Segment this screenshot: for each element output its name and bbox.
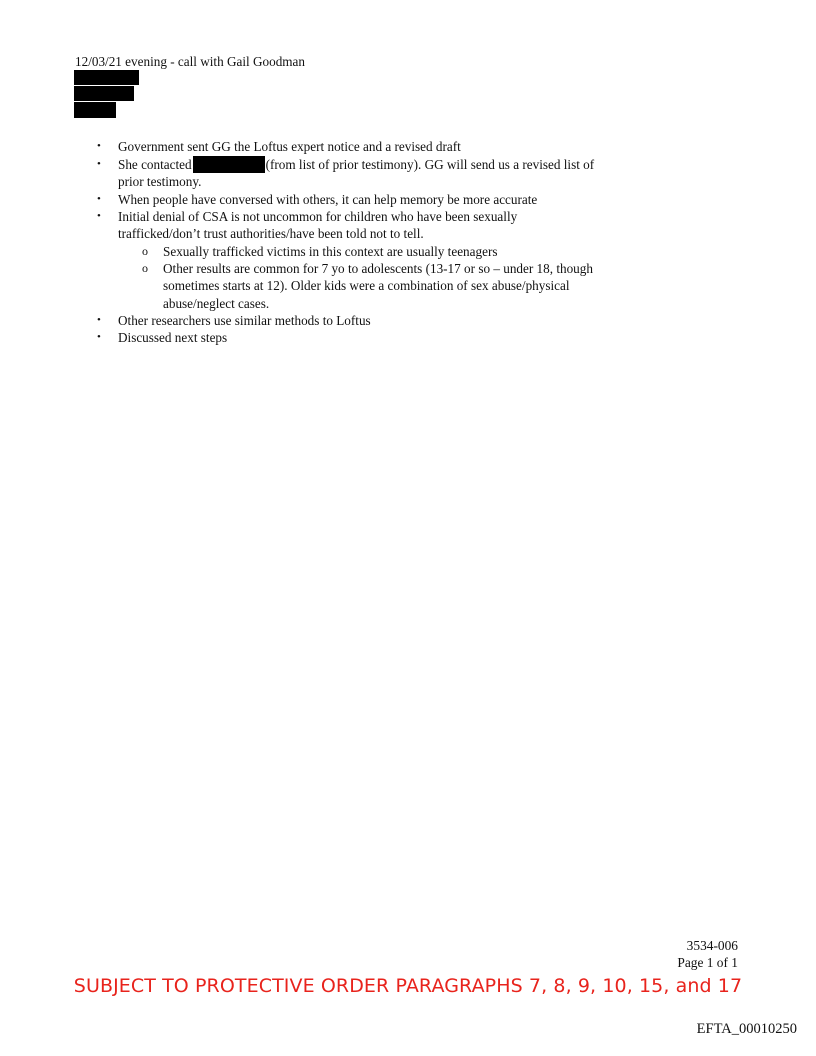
list-item-text: Discussed next steps (118, 330, 228, 345)
inline-redaction (193, 156, 265, 173)
bullet-icon: • (97, 158, 101, 170)
hollow-bullet-icon: o (142, 244, 148, 258)
bullet-icon: • (97, 210, 101, 222)
list-item-text: trafficked/don’t trust authorities/have been told not to tell. (118, 226, 424, 242)
list-item-text: Other results are common for 7 yo to adolescents (13-17 or so – under 18, though (163, 261, 593, 276)
redaction-block-1 (74, 70, 139, 85)
list-item-text: sometimes starts at 12). Older kids were a combination of sex abuse/physical (163, 278, 570, 294)
document-number: 3534-006 (686, 938, 738, 953)
sub-list-item (142, 260, 663, 312)
list-item-text: When people have conversed with others, it can help memory be more accurate (118, 192, 538, 207)
bullet-icon: • (97, 314, 101, 326)
list-item-text: She contacted (118, 157, 192, 172)
list-item (97, 138, 678, 155)
list-item-text: Initial denial of CSA is not uncommon for children who have been sexually (118, 209, 518, 224)
list-item-text: Sexually trafficked victims in this context are usually teenagers (163, 244, 498, 259)
list-item-text: Other researchers use similar methods to Loftus (118, 313, 371, 328)
page-title: 12/03/21 evening - call with Gail Goodman (75, 54, 306, 69)
redaction-block-2 (74, 86, 134, 101)
list-item-text: (from list of prior testimony). GG will send us a revised list of (265, 157, 595, 172)
list-item (97, 156, 678, 191)
redaction-block-3 (74, 102, 116, 118)
page-number: Page 1 of 1 (677, 955, 738, 970)
list-item (97, 312, 678, 329)
bullet-icon: • (97, 140, 101, 152)
bullet-icon: • (97, 193, 101, 205)
bullet-icon: • (97, 331, 101, 343)
bates-number: EFTA_00010250 (696, 1021, 797, 1037)
list-item (97, 329, 678, 346)
list-item-text: abuse/neglect cases. (163, 295, 270, 311)
protective-order-notice: SUBJECT TO PROTECTIVE ORDER PARAGRAPHS 7, 8, 9, 10, 15, and 17 (73, 975, 743, 997)
sub-list-item (142, 243, 663, 260)
list-item (97, 208, 678, 243)
hollow-bullet-icon: o (142, 261, 148, 275)
list-item-text: prior testimony. (118, 174, 202, 190)
list-item-text: Government sent GG the Loftus expert notice and a revised draft (118, 139, 461, 154)
list-item (97, 191, 678, 208)
